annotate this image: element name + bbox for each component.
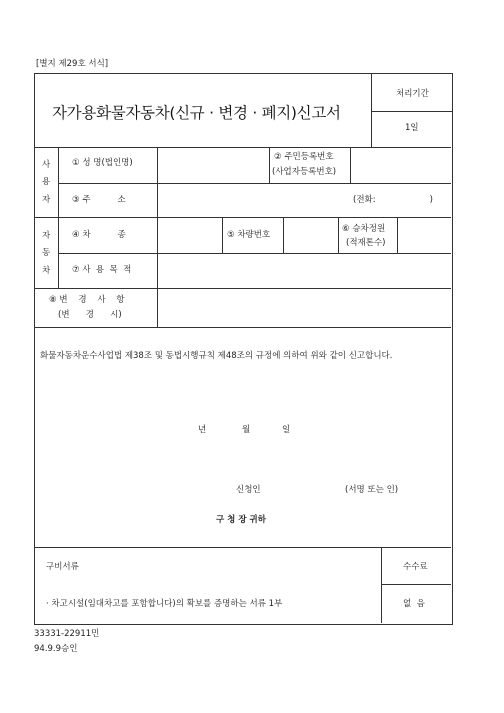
section-vehicle-char-1: 자	[42, 231, 51, 241]
date-month-label: 월	[242, 425, 251, 435]
field-capacity-label-1: ⑥ 승차정원	[342, 224, 386, 234]
applicant-label: 신청인	[236, 485, 261, 495]
field-purpose-label: ⑦ 사 용 목 적	[72, 265, 132, 275]
form-code: 33331-22911민	[34, 629, 100, 639]
attachments-header: 구비서류	[46, 562, 79, 572]
field-name-label: ① 성 명(법인명)	[72, 158, 133, 168]
section-vehicle-char-3: 차	[42, 266, 51, 276]
date-year-label: 년	[198, 425, 207, 435]
section-vehicle-char-2: 동	[42, 248, 51, 258]
processing-period-value: 1일	[405, 123, 419, 133]
attachments-item: · 차고시설(임대차고를 포함합니다)의 확보를 증명하는 서류 1부	[46, 599, 283, 609]
field-change-label-1: ⑧ 변 경 사 항	[49, 295, 125, 305]
fee-value: 없 음	[403, 599, 425, 609]
processing-period-label: 처리기간	[396, 89, 429, 99]
applicant-sign-label: (서명 또는 인)	[345, 485, 399, 495]
field-plate-label: ⑤ 차량번호	[227, 230, 271, 240]
field-regno-label-1: ② 주민등록번호	[274, 152, 334, 162]
addressee: 구 청 장 귀하	[216, 515, 266, 525]
section-user-char-2: 용	[42, 177, 51, 187]
field-address-label: ③ 주 소	[72, 195, 126, 205]
date-day-label: 일	[282, 425, 291, 435]
field-change-label-2: (변 경 시)	[58, 310, 122, 320]
section-user-char-3: 자	[42, 195, 51, 205]
approval-date: 94.9.9승인	[34, 644, 78, 654]
section-user-char-1: 사	[42, 160, 51, 170]
field-phone-label: (전화: )	[353, 195, 433, 205]
field-regno-label-2: (사업자등록번호)	[272, 167, 337, 177]
form-title: 자가용화물자동차(신규 · 변경 · 폐지)신고서	[52, 104, 341, 122]
form-number: [별지 제29호 서식]	[36, 59, 109, 69]
declaration-statement: 화물자동차운수사업법 제38조 및 동법시행규칙 제48조의 규정에 의하여 위와 같이 신고합니다.	[40, 351, 393, 361]
field-capacity-label-2: (적재톤수)	[346, 238, 386, 248]
field-vehicle-type-label: ④ 차 종	[72, 230, 126, 240]
fee-header: 수수료	[403, 562, 428, 572]
